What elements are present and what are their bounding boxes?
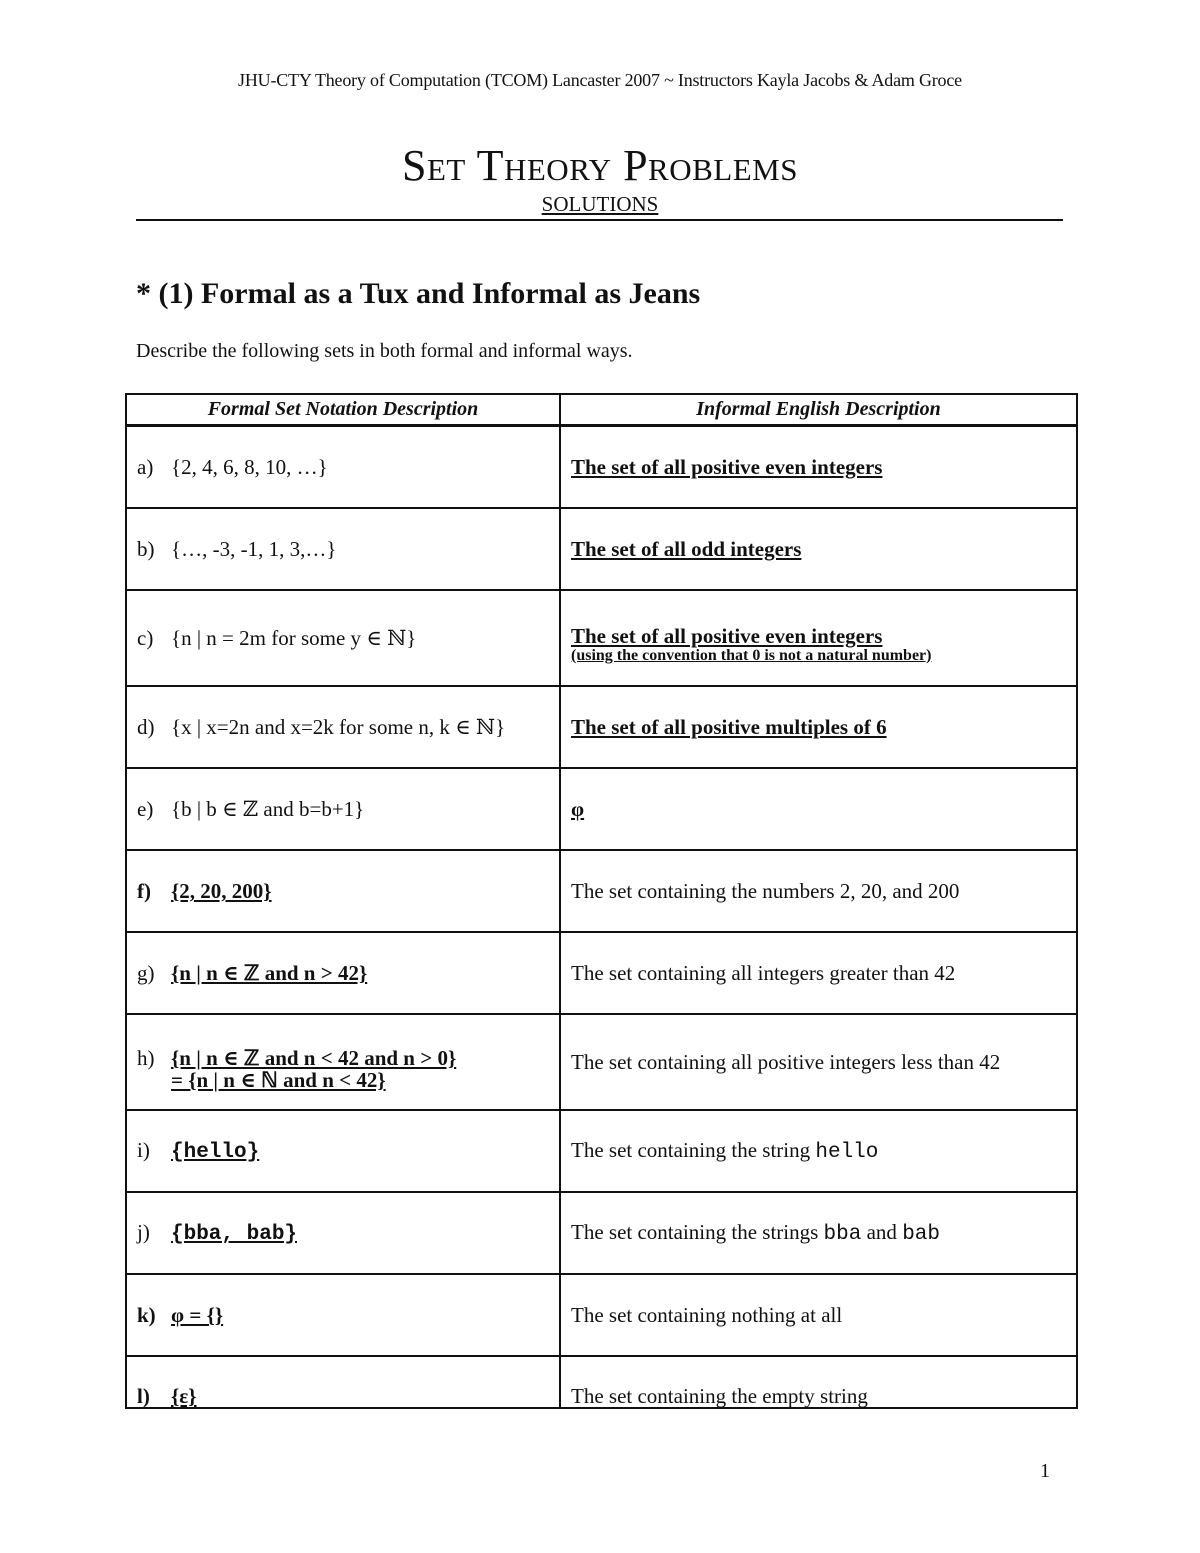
page-subtitle: SOLUTIONS [541, 192, 659, 216]
formal-cell: j) {bba, bab} [126, 1192, 560, 1274]
table-row [126, 1110, 1077, 1192]
formal-cell: c) {n | n = 2m for some y ∈ ℕ} [126, 590, 560, 686]
running-header: JHU-CTY Theory of Computation (TCOM) Lancaster 2007 ~ Instructors Kayla Jacobs & Adam Groce [238, 70, 962, 90]
informal-cell: The set containing all positive integers less than 42 [560, 1014, 1077, 1110]
informal-cell: φ [560, 768, 1077, 850]
table-row [126, 686, 1077, 768]
informal-cell: The set of all odd integers [560, 508, 1077, 590]
formal-cell: a) {2, 4, 6, 8, 10, …} [126, 426, 560, 509]
formal-cell: h) {n | n ∈ ℤ and n < 42 and n > 0} = {n | n ∈ ℕ and n < 42} [126, 1014, 560, 1110]
formal-cell: e) {b | b ∈ ℤ and b=b+1} [126, 768, 560, 850]
sets-table [125, 393, 1078, 1409]
informal-cell: The set of all positive even integers (using the convention that 0 is not a natural number) [560, 590, 1077, 686]
formal-cell: d) {x | x=2n and x=2k for some n, k ∈ ℕ} [126, 686, 560, 768]
informal-cell: The set of all positive even integers [560, 426, 1077, 509]
formal-cell: i) {hello} [126, 1110, 560, 1192]
informal-cell: The set containing the strings bba and bab [560, 1192, 1077, 1274]
table-row [126, 590, 1077, 686]
table-row [126, 768, 1077, 850]
formal-cell: b) {…, -3, -1, 1, 3,…} [126, 508, 560, 590]
table-row [126, 1014, 1077, 1110]
formal-cell: l) {ε} [126, 1356, 560, 1408]
table-row [126, 426, 1077, 509]
problem-heading: * (1) Formal as a Tux and Informal as Jeans [136, 277, 701, 310]
informal-cell: The set of all positive multiples of 6 [560, 686, 1077, 768]
formal-cell: f) {2, 20, 200} [126, 850, 560, 932]
informal-cell: The set containing nothing at all [560, 1274, 1077, 1356]
table-row [126, 1274, 1077, 1356]
informal-cell: The set containing the numbers 2, 20, and 200 [560, 850, 1077, 932]
page-number: 1 [1040, 1460, 1050, 1482]
problem-instruction: Describe the following sets in both formal and informal ways. [136, 340, 633, 362]
table-header-row [126, 394, 1077, 426]
column-header-formal: Formal Set Notation Description [126, 394, 560, 426]
informal-cell: The set containing the string hello [560, 1110, 1077, 1192]
informal-cell: The set containing the empty string [560, 1356, 1077, 1408]
table-row [126, 1192, 1077, 1274]
formal-cell: g) {n | n ∈ ℤ and n > 42} [126, 932, 560, 1014]
table-row [126, 1356, 1077, 1408]
column-header-informal: Informal English Description [560, 394, 1077, 426]
informal-cell: The set containing all integers greater than 42 [560, 932, 1077, 1014]
table-row [126, 508, 1077, 590]
table-row [126, 850, 1077, 932]
title-rule [136, 219, 1063, 221]
page-title: SET THEORY PROBLEMS [402, 141, 798, 190]
table-row [126, 932, 1077, 1014]
formal-cell: k) φ = {} [126, 1274, 560, 1356]
